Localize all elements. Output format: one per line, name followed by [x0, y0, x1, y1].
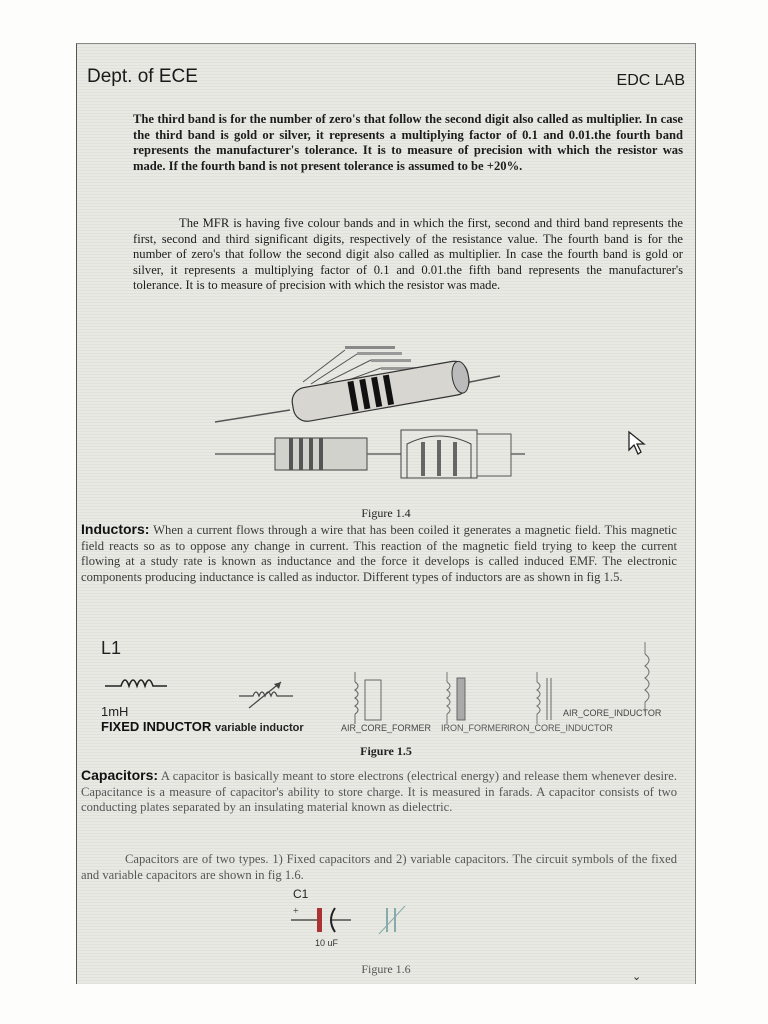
c1-value: 10 uF — [315, 938, 339, 948]
paragraph-inductors — [81, 522, 677, 585]
header-dept: Dept. of ECE — [87, 66, 198, 87]
chevron-down-icon: ⌄ — [632, 970, 642, 983]
figure-1-5-inductors-image — [97, 634, 687, 742]
figure-1-6-capacitors-image — [287, 880, 427, 950]
iron-former-label: IRON_FORMER — [441, 723, 508, 733]
fixed-inductor-label: FIXED INDUCTOR — [101, 719, 212, 734]
iron-core-inductor-label: IRON_CORE_INDUCTOR — [507, 723, 613, 733]
header-lab: EDC LAB — [616, 72, 685, 89]
document-page — [76, 43, 696, 984]
paragraph-third-band: The third band is for the number of zero's that follow the second digit also called as multiplier. In case the third band is gold or silver, it represents a multiplying factor of 0.1 and 0.01.the fourth band represents the manufacturer's tolerance. It is to measure of precision with which the resistor was made. If the fourth band is not present tolerance is assumed to be +20%. — [133, 112, 683, 173]
paragraph-capacitors — [81, 768, 677, 816]
l1-value: 1mH — [101, 704, 129, 719]
svg-text:+: + — [293, 906, 299, 917]
capacitor-types-text: Capacitors are of two types. 1) Fixed capacitors and 2) variable capacitors. The circuit symbols of the fixed and variable capacitors are shown in fig 1.6. — [81, 852, 677, 882]
air-core-former-label: AIR_CORE_FORMER — [341, 723, 432, 733]
figure-1-4-resistor-image — [195, 332, 525, 500]
paragraph-mfr — [133, 216, 683, 294]
inductors-text: When a current flows through a wire that has been coiled it generates a magnetic field. This magnetic field reacts so as to oppose any change in current. This reaction of the magnetic field trying to keep the current flowing at a study rate is known as inductance and the force it develops is called induced EMF. The electronic components producing inductance is called as inductor. Different types of inductors are as shown in fig 1.5. — [81, 523, 678, 584]
mouse-cursor-icon — [627, 430, 647, 456]
figure-1-5-caption: Figure 1.5 — [360, 744, 412, 758]
capacitors-text: A capacitor is basically meant to store electrons (electrical energy) and release them whenever desire. Capacitance is a measure of capacitor's ability to store charge. It is measured in farads. A capacitor consists of two conducting plates separated by an insulating material known as dielectric. — [81, 769, 677, 815]
paragraph-capacitor-types — [81, 852, 677, 883]
figure-1-4-caption: Figure 1.4 — [361, 506, 411, 520]
figure-1-6-caption: Figure 1.6 — [361, 962, 411, 976]
l1-label: L1 — [101, 638, 122, 658]
inductors-heading: Inductors: — [81, 521, 150, 537]
capacitors-heading: Capacitors: — [81, 767, 159, 783]
c1-label: C1 — [293, 887, 309, 901]
variable-inductor-label: variable inductor — [215, 722, 304, 734]
air-core-inductor-label: AIR_CORE_INDUCTOR — [563, 708, 662, 718]
paragraph-mfr-text: The MFR is having five colour bands and in which the first, second and third band represents the first, second and third significant digits, respectively of the resistance value. The fourth band is for the number of zero's that follow the second digit also called as multiplier. In case the fourth band is gold or silver, it represents a multiplying factor of 0.1 and 0.01.the fifth band represents the manufacturer's tolerance. It is to measure of precision with which the resistor was made. — [133, 216, 683, 293]
